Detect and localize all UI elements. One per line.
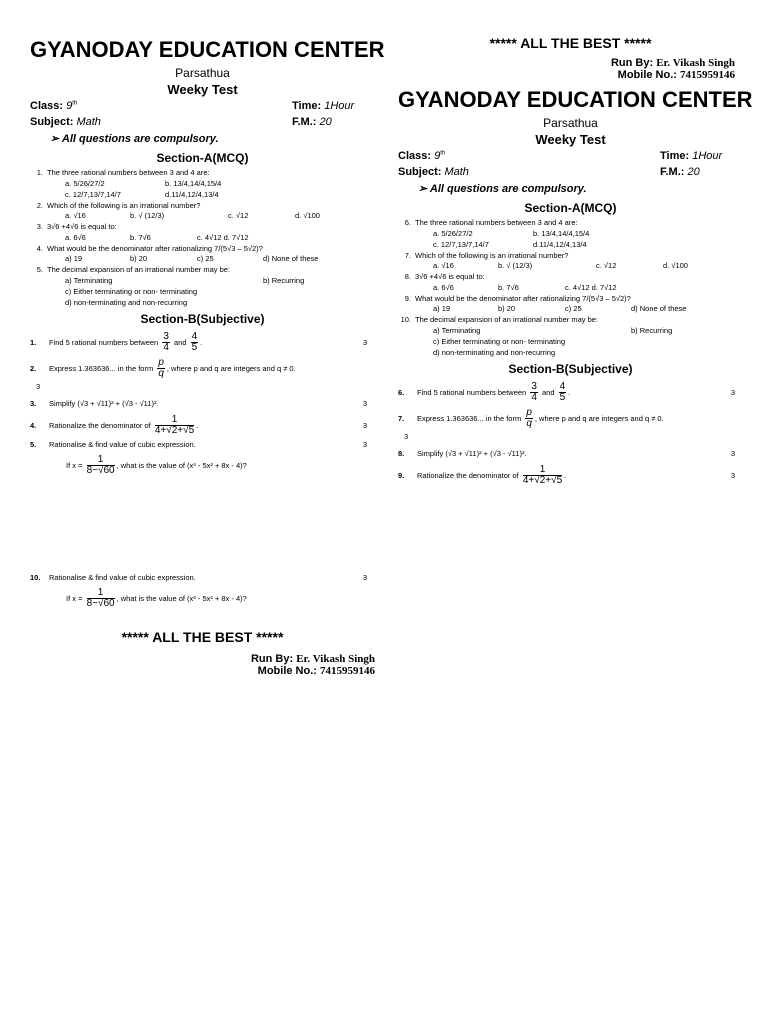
run-by-value: Er. Vikash Singh <box>656 57 735 69</box>
numerator: 4 <box>559 381 566 393</box>
q-text: Express 1.363636... in the form <box>417 413 522 423</box>
q-number: 3. <box>30 398 37 408</box>
option: b. 13/4,14/4,15/4 <box>165 178 222 188</box>
numerator: 1 <box>155 415 194 426</box>
denominator: 4+√2+√5 <box>154 425 195 437</box>
option: c) Either terminating or non- terminating <box>433 336 566 346</box>
option: c. 4√12 d. 7√12 <box>565 282 617 292</box>
subjective-item <box>30 438 375 452</box>
instruction-text: All questions are compulsory. <box>61 133 219 145</box>
option: a) 19 <box>433 304 451 314</box>
option: a. 6√6 <box>433 282 454 292</box>
option: c. 12/7,13/7,14/7 <box>433 239 489 249</box>
fraction <box>87 455 115 476</box>
mcq-options <box>398 304 743 315</box>
marks: 3 <box>730 448 735 458</box>
option: a. √16 <box>433 261 454 271</box>
option: d. √100 <box>663 261 688 271</box>
marks: 3 <box>362 439 367 449</box>
subjective-item <box>398 406 743 432</box>
instruction <box>50 132 375 145</box>
q-number: 8. <box>404 272 411 282</box>
option: a. √16 <box>65 211 86 221</box>
class-sup: th <box>440 150 446 157</box>
subjective-item: 4. Rationalize the denominator of $\frac{1}{4+√2+√5}$ . 3 <box>30 414 367 437</box>
fm-label: F.M.: <box>292 116 317 128</box>
fraction <box>155 415 194 436</box>
center-name: GYANODAY EDUCATION CENTER <box>398 87 753 112</box>
mcq-options <box>30 179 375 190</box>
test-name: Weeky Test <box>535 132 606 147</box>
fraction <box>162 332 170 353</box>
location: Parsathua <box>175 66 230 80</box>
numerator: 1 <box>87 455 115 466</box>
q-number: 9. <box>398 470 405 480</box>
arrow-icon: ➢ <box>418 183 428 195</box>
all-the-best: ***** ALL THE BEST ***** <box>489 35 652 51</box>
option: b. 7√6 <box>130 232 151 242</box>
time-value: 1Hour <box>324 100 355 112</box>
q-text: Simplify (√3 + √11)² + (√3 - √11)². <box>49 398 159 408</box>
q-number: 10. <box>400 315 411 325</box>
option: d) None of these <box>263 254 319 264</box>
class-value: 9 <box>66 100 73 112</box>
q-number: 7. <box>398 413 405 423</box>
mcq-options <box>30 298 375 309</box>
marks: 3 <box>362 398 367 408</box>
denominator: 8−√60 <box>86 598 115 610</box>
fraction <box>530 382 538 403</box>
q-number: 1. <box>36 168 43 177</box>
marks-line <box>398 432 743 444</box>
mcq-options <box>398 261 743 272</box>
subject-label: Subject: <box>30 116 74 128</box>
option: c) Either terminating or non- terminating <box>65 286 198 296</box>
numerator: 1 <box>87 588 115 599</box>
mobile-value: 7415959146 <box>680 69 735 81</box>
instruction-text: All questions are compulsory. <box>429 183 587 195</box>
section-a-heading: Section-A(MCQ) <box>156 151 249 165</box>
q-text-post: , where p and q are integers and q ≠ 0. <box>166 363 296 373</box>
q-number: 4. <box>36 243 43 253</box>
mcq-item <box>30 244 375 255</box>
denominator: q <box>158 368 164 380</box>
time-value: 1Hour <box>692 150 723 162</box>
q-text-post: , where p and q are integers and q ≠ 0. <box>534 413 664 423</box>
denominator: 8−√60 <box>86 465 115 477</box>
run-by-value: Er. Vikash Singh <box>296 652 375 665</box>
numerator: p <box>526 407 532 419</box>
mcq-options <box>398 229 743 240</box>
option: c) 25 <box>197 254 214 264</box>
q-number: 6. <box>404 218 411 227</box>
time-label: Time: <box>660 150 690 162</box>
right-test-sheet <box>398 0 753 488</box>
denominator: 4 <box>163 342 169 354</box>
fraction <box>157 358 165 379</box>
time-label: Time: <box>292 100 322 112</box>
option: d) non-terminating and non-recurring <box>65 297 188 307</box>
subject-fm-row <box>30 116 375 132</box>
marks: 3 <box>362 572 367 582</box>
option: a. 5/26/27/2 <box>65 178 105 188</box>
q-text: 3√6 +4√6 is equal to: <box>415 272 485 282</box>
subjective-item <box>30 571 375 585</box>
q-number: 10. <box>30 572 41 582</box>
q-number: 5. <box>36 265 43 275</box>
q-number: 5. <box>30 439 37 449</box>
option: c) 25 <box>565 304 582 314</box>
q-text: Rationalise & find value of cubic expression. <box>49 572 196 582</box>
q-text: 3√6 +4√6 is equal to: <box>47 222 117 232</box>
fraction <box>525 408 533 429</box>
denominator: 4+√2+√5 <box>522 475 563 487</box>
denominator: q <box>526 418 532 430</box>
denominator: 4 <box>531 392 537 404</box>
mcq-item <box>398 272 743 283</box>
q-text: What would be the denominator after rationalizing 7/(5√3 – 5√2)? <box>415 293 631 303</box>
q-text: Which of the following is an irrational number? <box>47 200 201 210</box>
subject-value: Math <box>76 116 101 128</box>
q-text: Simplify (√3 + √11)² + (√3 - √11)². <box>417 448 527 458</box>
option: d. √100 <box>295 211 320 221</box>
q-text: The three rational numbers between 3 and 4 are: <box>415 218 578 227</box>
class-time-row <box>398 150 743 166</box>
marks: 3 <box>730 470 735 480</box>
numerator: 1 <box>523 465 562 476</box>
section-b-heading: Section-B(Subjective) <box>508 361 633 376</box>
subjective-item <box>30 356 375 382</box>
q-number: 3. <box>36 222 43 232</box>
fraction <box>523 465 562 486</box>
subjective-item <box>398 444 743 464</box>
option: a) Terminating <box>65 275 113 285</box>
q-number: 7. <box>404 250 411 260</box>
mcq-options <box>398 240 743 251</box>
q-text-post: , what is the value of (x³ - 5x² + 8x - 4)? <box>116 593 247 603</box>
mcq-item <box>398 251 743 262</box>
mcq-list <box>398 218 743 359</box>
option: c. √12 <box>596 261 617 271</box>
q-number: 1. <box>30 337 37 347</box>
mobile <box>398 69 735 81</box>
option: a) Terminating <box>433 325 481 335</box>
mobile-value: 7415959146 <box>320 664 375 677</box>
q-text: Find 5 rational numbers between <box>49 337 159 347</box>
q-number: 9. <box>404 293 411 303</box>
run-by <box>398 57 735 69</box>
subjective-item: 1. Find 5 rational numbers between $\frac{3}{4}$ and $\frac{4}{5}$ . 3 <box>30 330 375 356</box>
mcq-item <box>30 222 375 233</box>
q-text-post: , what is the value of (x³ - 5x² + 8x - 4)? <box>116 460 247 470</box>
class-label: Class: <box>398 150 432 162</box>
run-by <box>30 653 375 665</box>
class-label: Class: <box>30 100 64 112</box>
q-text: The decimal expansion of an irrational number may be: <box>415 315 599 325</box>
q-text: Rationalize the denominator of <box>49 420 151 430</box>
option: b. √ (12/3) <box>130 211 165 221</box>
option: d) non-terminating and non-recurring <box>433 347 556 357</box>
marks-line <box>30 382 375 394</box>
mcq-options <box>398 337 743 348</box>
option: b. √ (12/3) <box>498 261 533 271</box>
run-by-label: Run By: <box>610 57 654 69</box>
all-the-best: ***** ALL THE BEST ***** <box>121 628 284 645</box>
mcq-item <box>30 265 375 276</box>
mcq-options <box>30 233 375 244</box>
and-text: and <box>541 387 555 397</box>
mcq-options <box>30 211 375 222</box>
subject-fm-row <box>398 166 743 182</box>
mcq-item <box>398 294 743 305</box>
marks: 3 <box>362 337 367 347</box>
q-number: 2. <box>36 200 43 210</box>
q-text: If x = <box>66 460 83 470</box>
fm-value: 20 <box>319 116 332 128</box>
q-number: 2. <box>30 363 37 373</box>
fm-label: F.M.: <box>660 166 685 178</box>
option: c. 4√12 d. 7√12 <box>197 232 249 242</box>
option: c. 12/7,13/7,14/7 <box>65 189 121 199</box>
mcq-options <box>30 254 375 265</box>
option: d.11/4,12/4,13/4 <box>165 189 219 199</box>
class-time-row <box>30 100 375 116</box>
and-text: and <box>173 337 187 347</box>
q-text: Rationalise & find value of cubic expression. <box>49 439 196 449</box>
marks: 3 <box>36 381 41 391</box>
denominator: 5 <box>559 392 566 404</box>
mcq-options <box>30 287 375 298</box>
q-text: Rationalize the denominator of <box>417 470 519 480</box>
mcq-options <box>398 326 743 337</box>
option: a. 6√6 <box>65 232 86 242</box>
marks: 3 <box>730 387 735 397</box>
subjective-subline <box>30 452 375 480</box>
mcq-options <box>30 276 375 287</box>
q-text: The three rational numbers between 3 and 4 are: <box>47 168 210 177</box>
fraction <box>191 332 199 353</box>
q-number: 8. <box>398 448 405 458</box>
q-number: 6. <box>398 387 405 397</box>
mcq-list <box>30 168 375 309</box>
mcq-item <box>398 218 743 229</box>
instruction <box>418 182 743 195</box>
marks: 3 <box>362 420 367 430</box>
mcq-options <box>398 283 743 294</box>
option: b) 20 <box>498 304 516 314</box>
mcq-item <box>30 201 375 212</box>
option: d) None of these <box>631 304 687 314</box>
subjective-item: 9. Rationalize the denominator of $\frac{1}{4+√2+√5}$ . 3 <box>398 464 735 487</box>
q-text: The decimal expansion of an irrational number may be: <box>47 265 231 275</box>
option: b. 7√6 <box>498 282 519 292</box>
class-value: 9 <box>434 150 441 162</box>
subjective-subline <box>30 585 375 613</box>
subjective-item: 6. Find 5 rational numbers between $\frac{3}{4}$ and $\frac{4}{5}$ . 3 <box>398 380 743 406</box>
q-text: Find 5 rational numbers between <box>417 387 527 397</box>
fraction <box>559 382 567 403</box>
mcq-options <box>398 348 743 359</box>
fraction <box>87 588 115 609</box>
run-by-label: Run By: <box>250 652 294 665</box>
center-name: GYANODAY EDUCATION CENTER <box>30 37 385 62</box>
subject-label: Subject: <box>398 166 442 178</box>
option: b) 20 <box>130 254 148 264</box>
numerator: 3 <box>163 331 169 343</box>
q-text: Which of the following is an irrational number? <box>415 250 569 260</box>
q-text: What would be the denominator after rationalizing 7/(5√3 – 5√2)? <box>47 243 263 253</box>
q-text: If x = <box>66 593 83 603</box>
mcq-options <box>30 190 375 201</box>
numerator: 4 <box>191 331 198 343</box>
numerator: 3 <box>531 381 537 393</box>
section-a-heading: Section-A(MCQ) <box>524 201 617 215</box>
option: a. 5/26/27/2 <box>433 228 473 238</box>
q-number: 4. <box>30 420 37 430</box>
arrow-icon: ➢ <box>50 133 60 145</box>
mcq-item <box>398 315 743 326</box>
mobile-label: Mobile No.: <box>257 664 317 677</box>
section-b-heading: Section-B(Subjective) <box>140 311 265 326</box>
option: c. √12 <box>228 211 249 221</box>
mobile <box>30 665 375 677</box>
subject-value: Math <box>444 166 469 178</box>
mobile-label: Mobile No.: <box>617 69 677 81</box>
mcq-item <box>30 168 375 179</box>
subjective-item <box>30 394 375 414</box>
class-sup: th <box>72 100 78 107</box>
option: b) Recurring <box>631 325 673 335</box>
left-test-sheet <box>30 0 385 677</box>
marks: 3 <box>404 431 409 441</box>
location: Parsathua <box>543 116 598 130</box>
option: b) Recurring <box>263 275 305 285</box>
test-name: Weeky Test <box>167 82 238 97</box>
option: b. 13/4,14/4,15/4 <box>533 228 590 238</box>
option: a) 19 <box>65 254 83 264</box>
numerator: p <box>158 357 164 369</box>
denominator: 5 <box>191 342 198 354</box>
q-text: Express 1.363636... in the form <box>49 363 154 373</box>
fm-value: 20 <box>687 166 700 178</box>
option: d.11/4,12/4,13/4 <box>533 239 587 249</box>
